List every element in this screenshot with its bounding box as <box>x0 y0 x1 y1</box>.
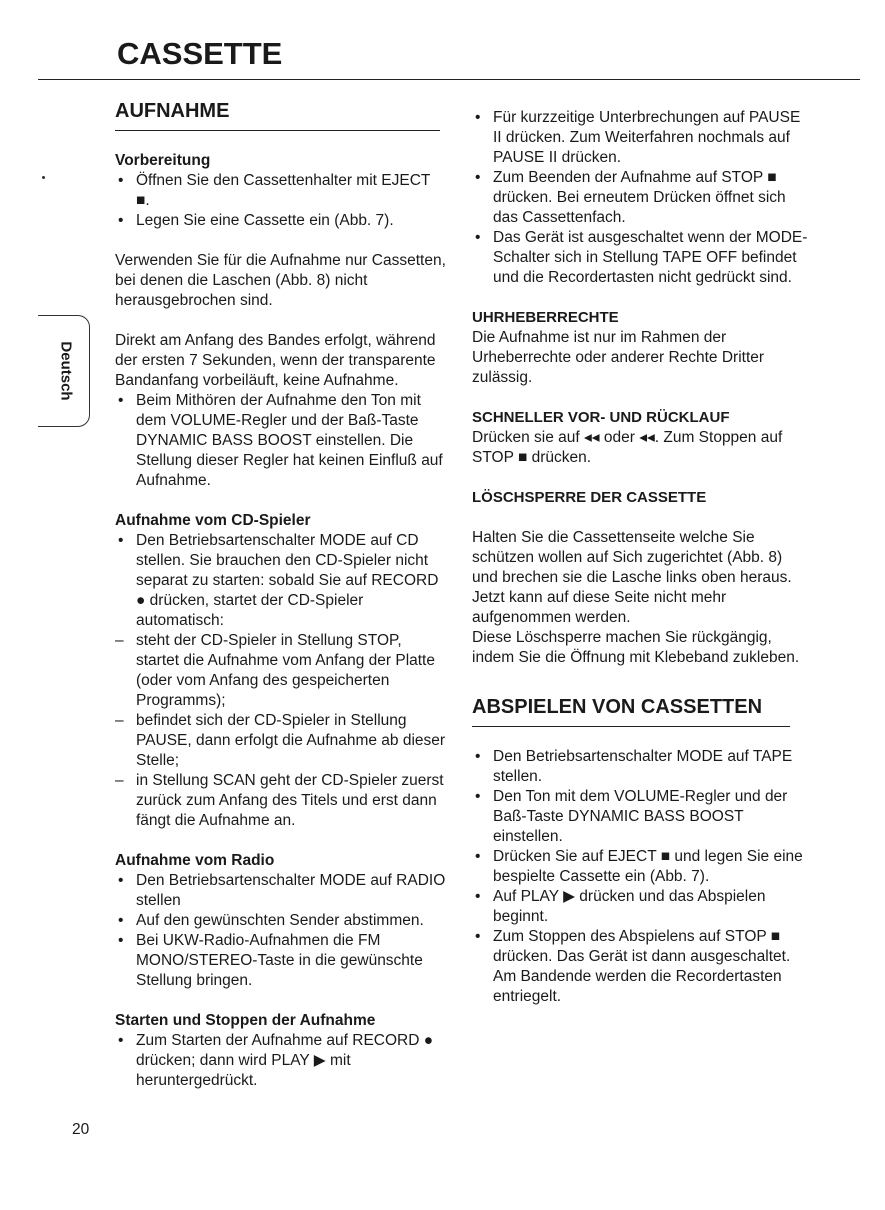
radio-heading: Aufnahme vom Radio <box>115 852 275 869</box>
right-column <box>472 108 808 1007</box>
start-stop-heading: Starten und Stoppen der Aufnahme <box>115 1012 376 1029</box>
list-item: • Drücken Sie auf EJECT ■ und legen Sie eine bespielte Cassette ein (Abb. 7). <box>472 847 808 887</box>
list-item: • Den Betriebsartenschalter MODE auf CD stellen. Sie brauchen den CD-Spieler nicht separat zu starten: sobald Sie auf RECORD ● drücken, startet der CD-Spieler automatisch: <box>115 531 448 631</box>
list-item: • Bei UKW-Radio-Aufnahmen die FM MONO/STEREO-Taste in die gewünschte Stellung bringen. <box>115 931 448 991</box>
list-item: • Auf PLAY ▶ drücken und das Abspielen beginnt. <box>472 887 808 927</box>
start-list <box>115 1031 448 1091</box>
list-item: • Auf den gewünschten Sender abstimmen. <box>115 911 448 931</box>
list-item: • Den Betriebsartenschalter MODE auf RADIO stellen <box>115 871 448 911</box>
list-item: – in Stellung SCAN geht der CD-Spieler zuerst zurück zum Anfang des Titels und erst dann fängt die Aufnahme an. <box>115 771 448 831</box>
pause-stop-list <box>472 108 808 288</box>
list-item: • Zum Starten der Aufnahme auf RECORD ● drücken; dann wird PLAY ▶ mit heruntergedrückt. <box>115 1031 448 1091</box>
page-title: CASSETTE <box>117 36 283 71</box>
play-list <box>472 747 808 1007</box>
paragraph-cassettes: Verwenden Sie für die Aufnahme nur Cassetten, bei denen die Laschen (Abb. 8) nicht herausgebrochen sind. <box>115 252 446 309</box>
list-item: • Den Betriebsartenschalter MODE auf TAPE stellen. <box>472 747 808 787</box>
radio-list <box>115 871 448 991</box>
list-item: • Öffnen Sie den Cassettenhalter mit EJECT ■. <box>115 171 448 211</box>
side-tab-label: Deutsch <box>57 341 75 401</box>
paragraph-band-start: Direkt am Anfang des Bandes erfolgt, während der ersten 7 Sekunden, wenn der transparente Bandanfang vorbeiläuft, keine Aufnahme. <box>115 332 436 389</box>
list-item: • Zum Stoppen des Abspielens auf STOP ■ drücken. Das Gerät ist dann ausgeschaltet. Am Bandende werden die Recordertasten entriegelt. <box>472 927 808 1007</box>
erase-text: Halten Sie die Cassettenseite welche Sie schützen wollen auf Sich zugerichtet (Abb. 8) und brechen sie die Lasche links oben heraus. Jetzt kann auf diese Seite nicht mehr aufgenommen werden. <box>472 529 792 626</box>
cd-list <box>115 531 448 631</box>
list-item: • Das Gerät ist ausgeschaltet wenn der MODE-Schalter sich in Stellung TAPE OFF befindet und die Recordertasten nicht gedrückt sind. <box>472 228 808 288</box>
section-title-abspielen: ABSPIELEN VON CASSETTEN <box>472 694 790 727</box>
list-item: • Legen Sie eine Cassette ein (Abb. 7). <box>115 211 448 231</box>
list-item: – steht der CD-Spieler in Stellung STOP, startet die Aufnahme vom Anfang der Platte (oder vom Anfang des gespeicherten Programms); <box>115 631 448 711</box>
wind-heading: SCHNELLER VOR- UND RÜCKLAUF <box>472 409 730 426</box>
list-item: • Beim Mithören der Aufnahme den Ton mit dem VOLUME-Regler und der Baß-Taste DYNAMIC BASS BOOST einstellen. Die Stellung dieser Regler hat keinen Einfluß auf Aufnahme. <box>115 391 448 491</box>
prep-heading: Vorbereitung <box>115 152 211 169</box>
erase-undo-text: Diese Löschsperre machen Sie rückgängig, indem Sie die Öffnung mit Klebeband zukleben. <box>472 629 800 666</box>
section-title-aufnahme: AUFNAHME <box>115 98 440 131</box>
stray-dot <box>42 176 45 179</box>
page-number: 20 <box>72 1121 90 1138</box>
copyright-heading: UHRHEBERRECHTE <box>472 309 619 326</box>
copyright-text: Die Aufnahme ist nur im Rahmen der Urheberrechte oder anderer Rechte Dritter zulässig. <box>472 329 765 386</box>
erase-protection-heading: LÖSCHSPERRE DER CASSETTE <box>472 489 707 506</box>
list-item: • Den Ton mit dem VOLUME-Regler und der Baß-Taste DYNAMIC BASS BOOST einstellen. <box>472 787 808 847</box>
wind-text: Drücken sie auf ◂◂ oder ◂◂. Zum Stoppen auf STOP ■ drücken. <box>472 429 783 466</box>
list-item: • Zum Beenden der Aufnahme auf STOP ■ drücken. Bei erneutem Drücken öffnet sich das Cassettenfach. <box>472 168 808 228</box>
cd-heading: Aufnahme vom CD-Spieler <box>115 512 311 529</box>
left-column <box>115 98 448 1091</box>
cd-dash-list <box>115 631 448 831</box>
list-item: – befindet sich der CD-Spieler in Stellung PAUSE, dann erfolgt die Aufnahme ab dieser Stelle; <box>115 711 448 771</box>
list-item: • Für kurzzeitige Unterbrechungen auf PAUSE II drücken. Zum Weiterfahren nochmals auf PAUSE II drücken. <box>472 108 808 168</box>
monitor-list <box>115 391 448 491</box>
title-rule <box>38 79 860 80</box>
prep-list <box>115 171 448 231</box>
